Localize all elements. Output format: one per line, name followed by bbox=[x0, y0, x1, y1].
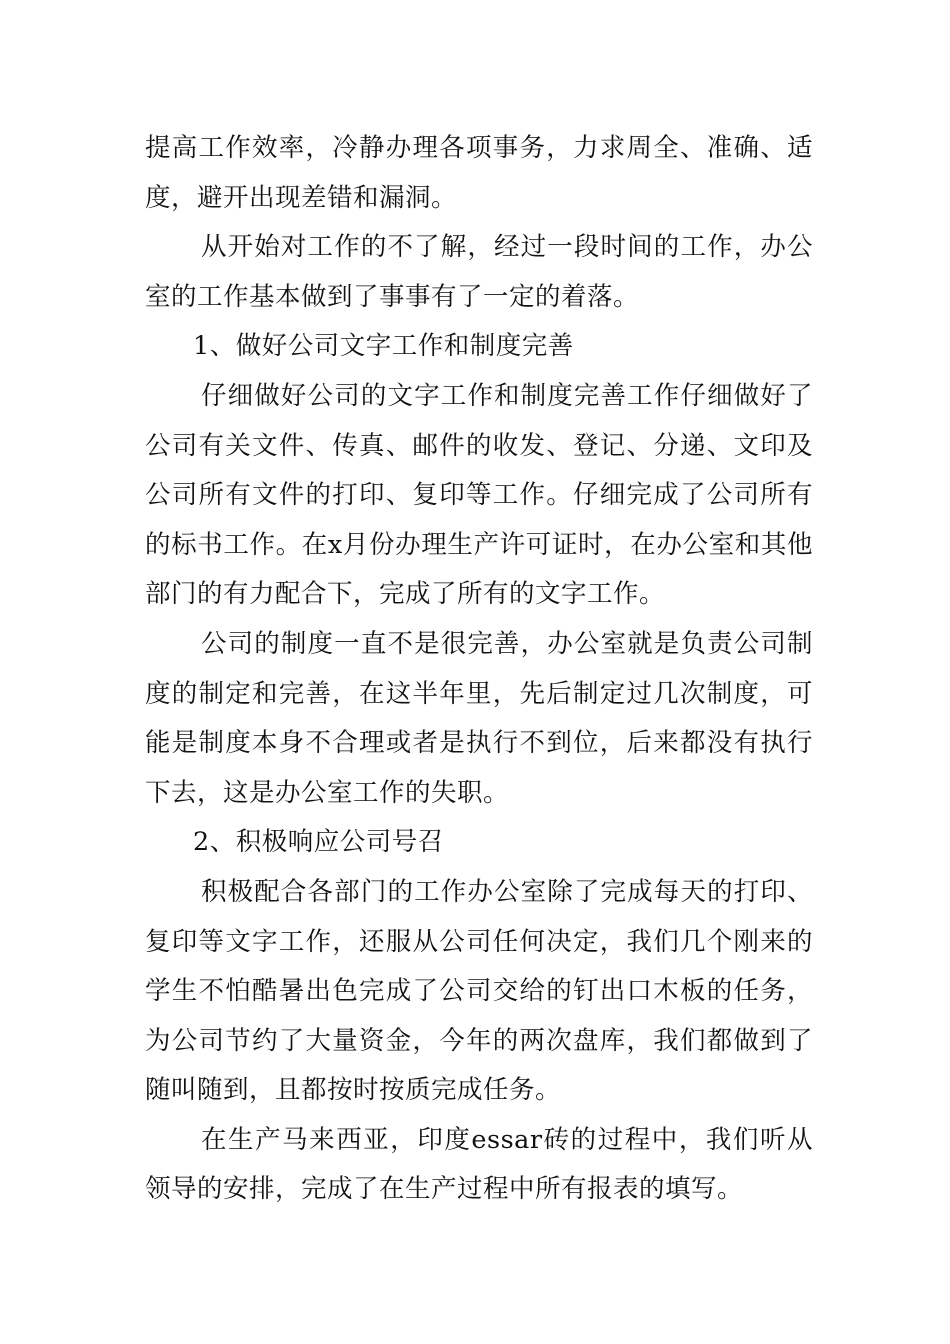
paragraph: 从开始对工作的不了解，经过一段时间的工作，办公室的工作基本做到了事事有了一定的着落。 bbox=[145, 232, 813, 312]
paragraph: 提高工作效率，冷静办理各项事务，力求周全、准确、适度，避开出现差错和漏洞。 bbox=[145, 133, 813, 213]
section-heading: 2、积极响应公司号召 bbox=[193, 827, 444, 858]
paragraph: 公司的制度一直不是很完善，办公室就是负责公司制度的制定和完善，在这半年里，先后制定过几次制度，可能是制度本身不合理或者是执行不到位，后来都没有执行下去，这是办公室工作的失职。 bbox=[145, 628, 813, 808]
document-body bbox=[145, 124, 813, 1215]
paragraph: 积极配合各部门的工作办公室除了完成每天的打印、复印等文字工作，还服从公司任何决定，我们几个刚来的学生不怕酷暑出色完成了公司交给的钉出口木板的任务，为公司节约了大量资金，今年的两次盘库，我们都做到了随叫随到，且都按时按质完成任务。 bbox=[145, 876, 813, 1106]
section-heading: 1、做好公司文字工作和制度完善 bbox=[193, 331, 574, 362]
paragraph: 仔细做好公司的文字工作和制度完善工作仔细做好了公司有关文件、传真、邮件的收发、登记、分递、文印及公司所有文件的打印、复印等工作。仔细完成了公司所有的标书工作。在x月份办理生产许可证时，在办公室和其他部门的有力配合下，完成了所有的文字工作。 bbox=[145, 380, 813, 610]
paragraph: 在生产马来西亚，印度essar砖的过程中，我们听从领导的安排，完成了在生产过程中所有报表的填写。 bbox=[145, 1124, 813, 1205]
